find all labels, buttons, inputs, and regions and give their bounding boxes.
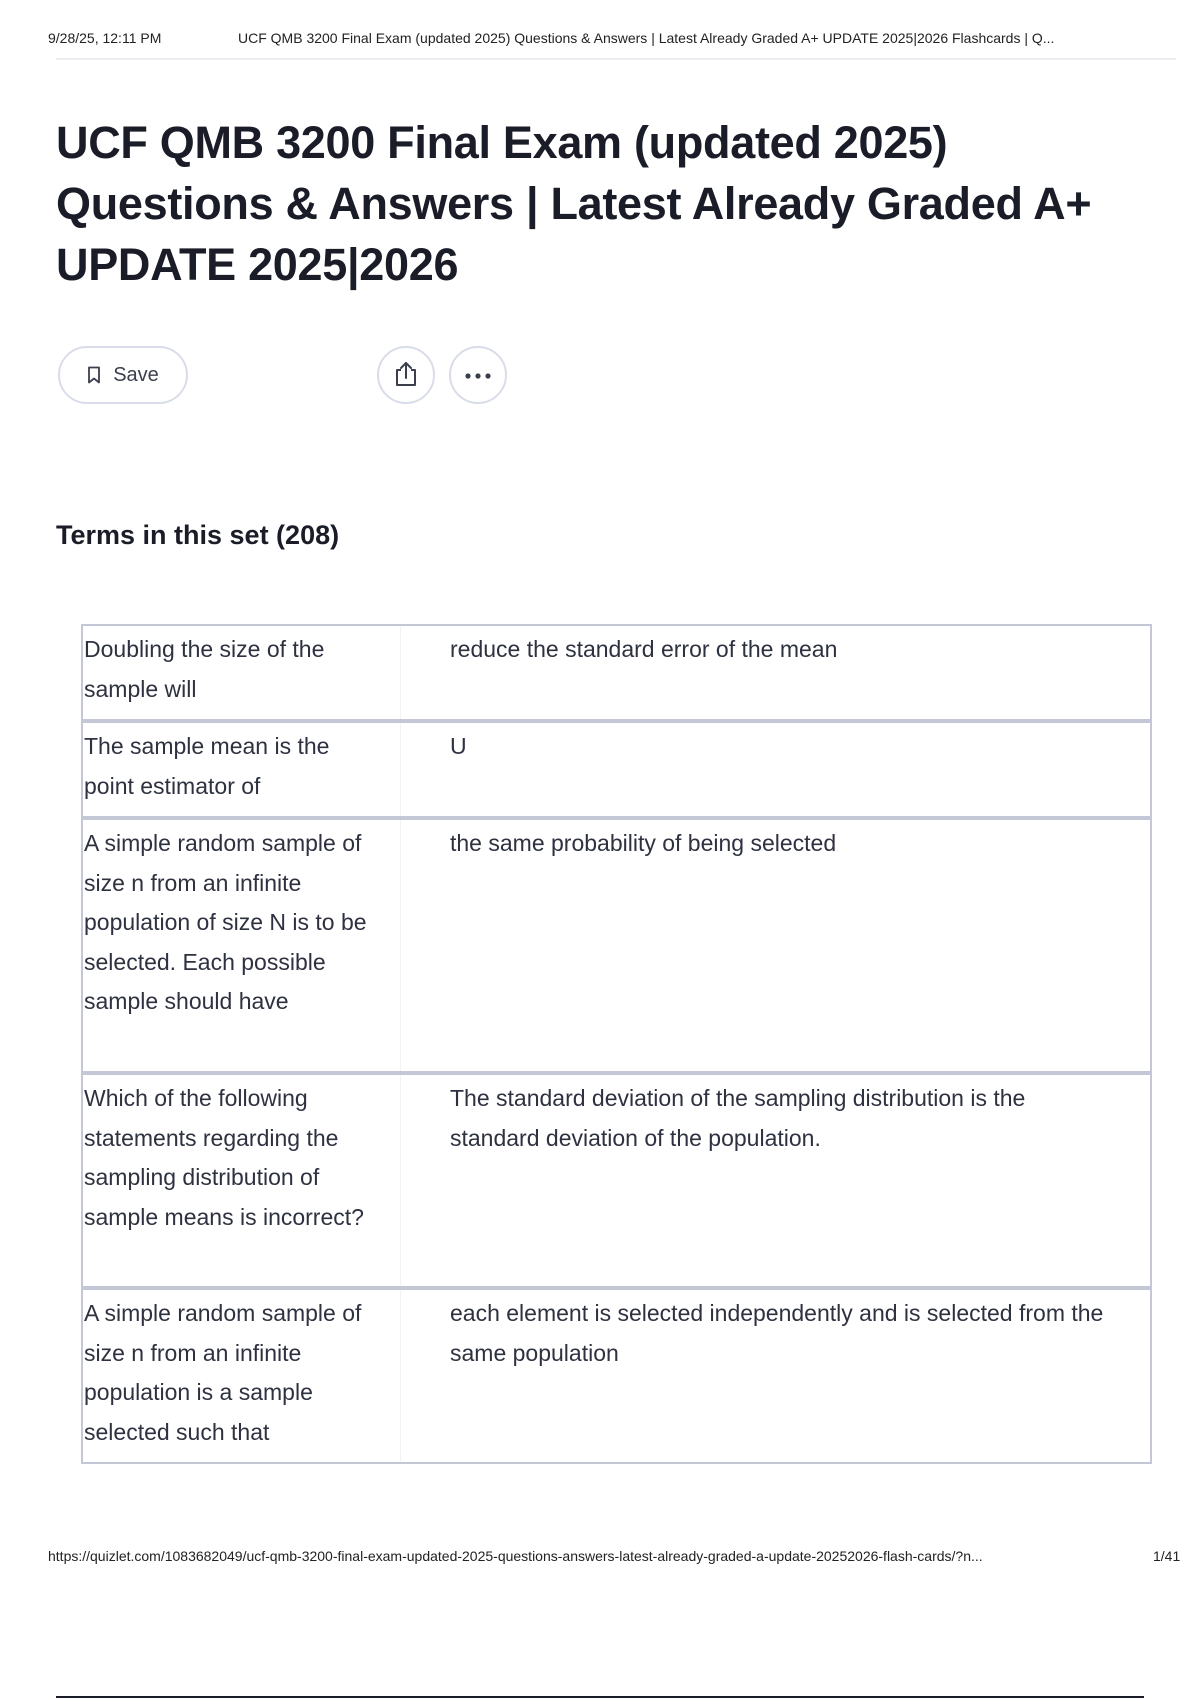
save-button[interactable] — [58, 346, 188, 404]
print-footer-url: https://quizlet.com/1083682049/ucf-qmb-3200-final-exam-updated-2025-questions-answers-latest-already-graded-a-update-20252026-flash-cards/?n... — [48, 1548, 983, 1564]
term-text: A simple random sample of size n from an infinite population of size N is to be selected. Each possible sample should have — [83, 820, 401, 1071]
term-row — [81, 1288, 1152, 1464]
print-document-title: UCF QMB 3200 Final Exam (updated 2025) Questions & Answers | Latest Already Graded A+ UPDATE 2025|2026 Flashcards | Q... — [238, 30, 1055, 46]
term-row — [81, 624, 1152, 721]
print-datetime: 9/28/25, 12:11 PM — [48, 30, 162, 46]
print-page-number: 1/41 — [1153, 1548, 1181, 1564]
print-header — [48, 28, 1176, 50]
save-button-label: Save — [113, 363, 159, 386]
term-text: The sample mean is the point estimator of — [83, 723, 401, 816]
terms-table — [81, 624, 1152, 1464]
term-text: Doubling the size of the sample will — [83, 626, 401, 719]
more-horizontal-icon — [464, 368, 492, 383]
share-icon — [393, 360, 419, 391]
share-button[interactable] — [377, 346, 435, 404]
term-row — [81, 818, 1152, 1073]
page-title: UCF QMB 3200 Final Exam (updated 2025) Questions & Answers | Latest Already Graded A+ UPDATE 2025|2026 — [56, 117, 1092, 290]
term-row — [81, 1073, 1152, 1288]
bookmark-icon — [87, 366, 101, 384]
more-options-button[interactable] — [449, 346, 507, 404]
term-text: Which of the following statements regarding the sampling distribution of sample means is incorrect? — [83, 1075, 401, 1286]
definition-text: U — [450, 733, 467, 759]
header-divider — [56, 58, 1176, 60]
definition-text: each element is selected independently and is selected from the same population — [450, 1300, 1104, 1366]
term-row — [81, 721, 1152, 818]
definition-text: reduce the standard error of the mean — [450, 636, 838, 662]
definition-text: the same probability of being selected — [450, 830, 837, 856]
bottom-divider — [56, 1696, 1144, 1698]
terms-heading: Terms in this set (208) — [56, 520, 340, 550]
definition-text: The standard deviation of the sampling distribution is the standard deviation of the population. — [450, 1085, 1026, 1151]
term-text: A simple random sample of size n from an infinite population is a sample selected such that — [83, 1290, 401, 1462]
